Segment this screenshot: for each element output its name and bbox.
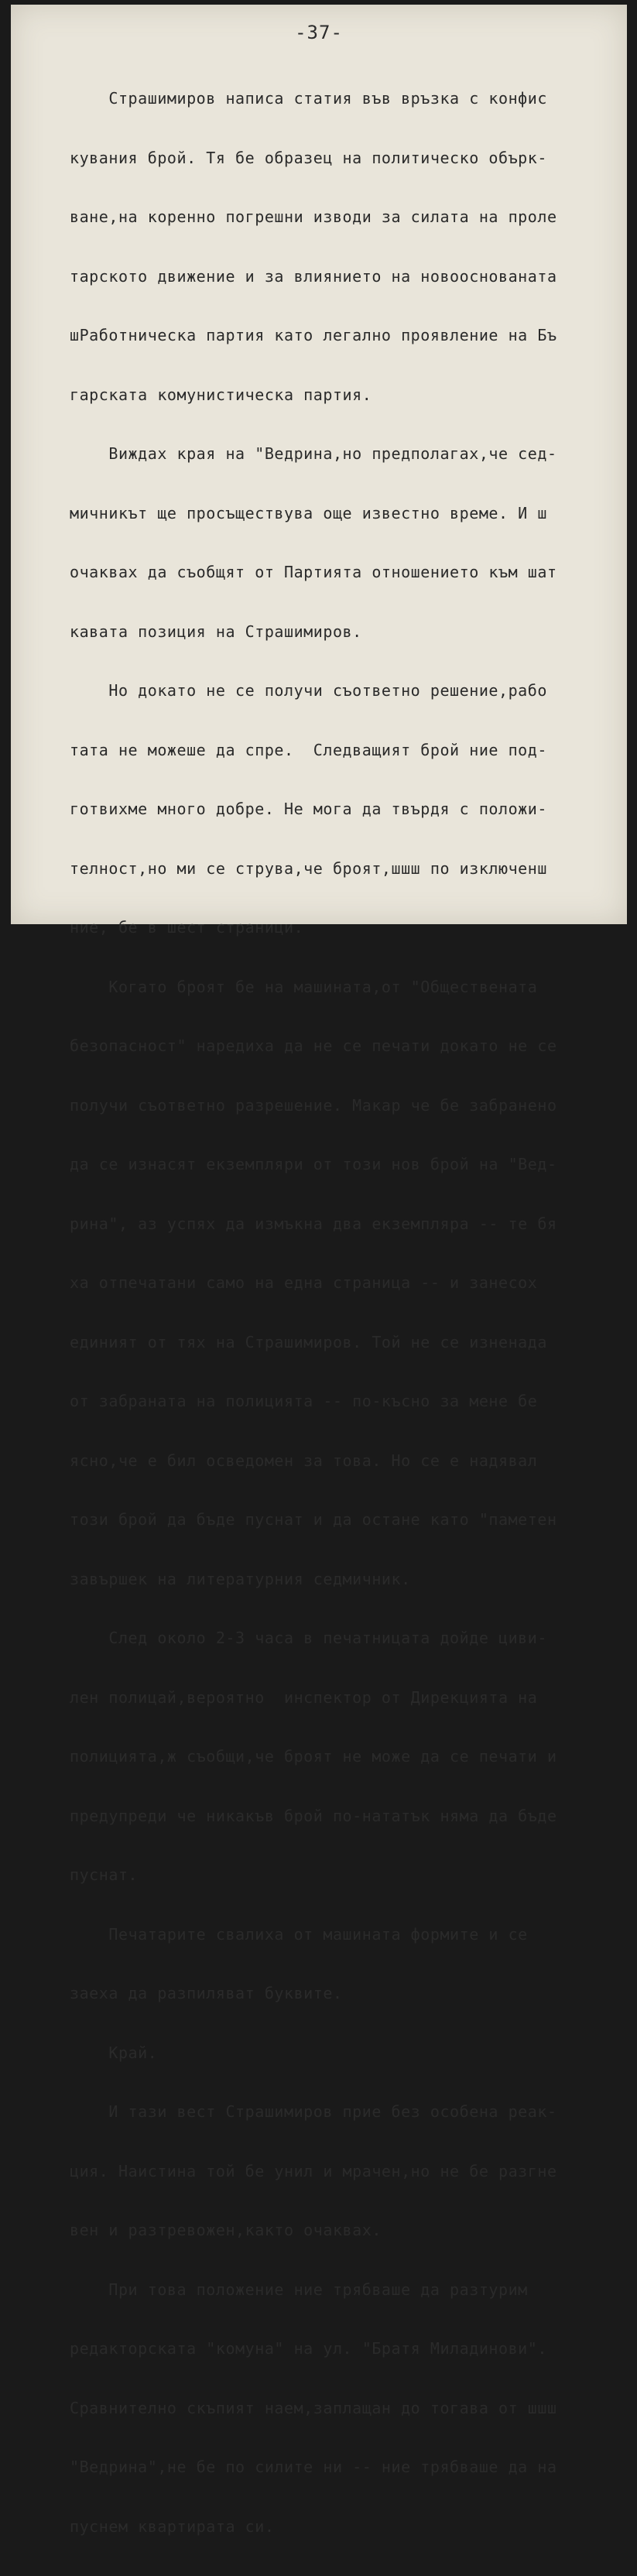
typewritten-page <box>11 5 627 2536</box>
text-line: След около 2-3 часа в печатницата дойде циви- <box>70 1629 547 1647</box>
text-line: ване,на коренно погрешни изводи за силата на проле <box>70 207 557 226</box>
text-line: ция. Наистина той бе унил и мрачен,но не бе разгне <box>70 2161 557 2180</box>
text-line: заеха да разпиляват буквите. <box>70 1984 343 2002</box>
text-line: телност,но ми се струва,че броят,шшш по изключенш <box>70 858 547 878</box>
page-number: -37- <box>295 22 343 43</box>
text-line: очаквах да съобщят от Партията отношението към шат <box>70 563 557 581</box>
text-line: безопасност" наредиха да не се печати докато не се <box>70 1036 557 1055</box>
text-line: Виждах края на "Ведрина,но предполагах,че сед- <box>70 444 557 463</box>
text-line: При това положение ние трябваше да разтурим <box>70 2280 528 2299</box>
text-line: редакторската "комуна" на ул. "Братя Миладинови". <box>70 2339 547 2358</box>
text-line: лен полицай,вероятно инспектор от Дирекцията на <box>70 1687 538 1707</box>
text-line: получи съответно разрешение. Макар че бе забранено <box>70 1095 557 1115</box>
text-line: Сравнително скъпият наем,заплащан до тогава от шшш <box>70 2398 557 2417</box>
text-line: "Ведрина",не бе по силите ни -- ние трябваше да на <box>70 2458 557 2476</box>
text-line: готвихме много добре. Не мога да твърдя с положи- <box>70 800 547 818</box>
text-line: Когато броят бе на машината,от "Обществената <box>70 977 538 996</box>
text-line: Край. <box>70 2043 158 2062</box>
text-line: мичникът ще просъществува още известно време. И ш <box>70 503 547 522</box>
text-line: единият от тях на Страшимиров. Той не се изненада <box>70 1332 547 1351</box>
text-line: Но докато не се получи съответно решение,рабо <box>70 681 547 700</box>
text-line: ясно,че е бил осведомен за това. Но се е надявал <box>70 1451 538 1470</box>
text-line: тата не можеше да спре. Следващият брой ние под- <box>70 740 547 759</box>
text-line: рина", аз успях да измъкна два екземпляра -- те бя <box>70 1214 557 1233</box>
text-line: шРаботническа партия като легално проявление на Бъ <box>70 326 557 344</box>
text-line: ха отпечатани само на една страница -- и занесох <box>70 1273 538 1292</box>
text-line: полицията,ж съобщи,че броят не може да се печати и <box>70 1747 557 1766</box>
text-line: предупреди че никакъв брой по-нататък няма да бъде <box>70 1806 557 1825</box>
text-line: пуснем квартирата си. <box>70 2516 275 2536</box>
text-line: да се изнасят екземпляри от този нов брой на "Вед- <box>70 1155 557 1173</box>
page-body <box>70 50 624 2576</box>
text-line: пуснат. <box>70 1865 139 1884</box>
text-line: вен и разтревожен,както очаквах. <box>70 2221 382 2239</box>
text-line: И тази вест Страшимиров прие без особена реак- <box>70 2102 557 2121</box>
text-line: този брой да бъде пуснат и да остане като "паметен <box>70 1510 557 1529</box>
text-line: кувания брой. Тя бе образец на политическо обърк- <box>70 148 547 167</box>
text-line: Печатарите свалиха от машината формите и се <box>70 1924 528 1944</box>
text-line: тарското движение и за влиянието на новооснованата <box>70 266 557 286</box>
text-line: кавата позиция на Страшимиров. <box>70 622 362 641</box>
text-line: от забраната на полицията -- по-късно за мене бе <box>70 1392 538 1410</box>
text-line: Страшимиров написа статия във връзка с конфис <box>70 89 547 108</box>
text-line: гарската комунистическа партия. <box>70 385 372 404</box>
text-line: ние, бе в шест страници. <box>70 918 304 937</box>
text-line: завършек на литературния седмичник. <box>70 1569 411 1588</box>
